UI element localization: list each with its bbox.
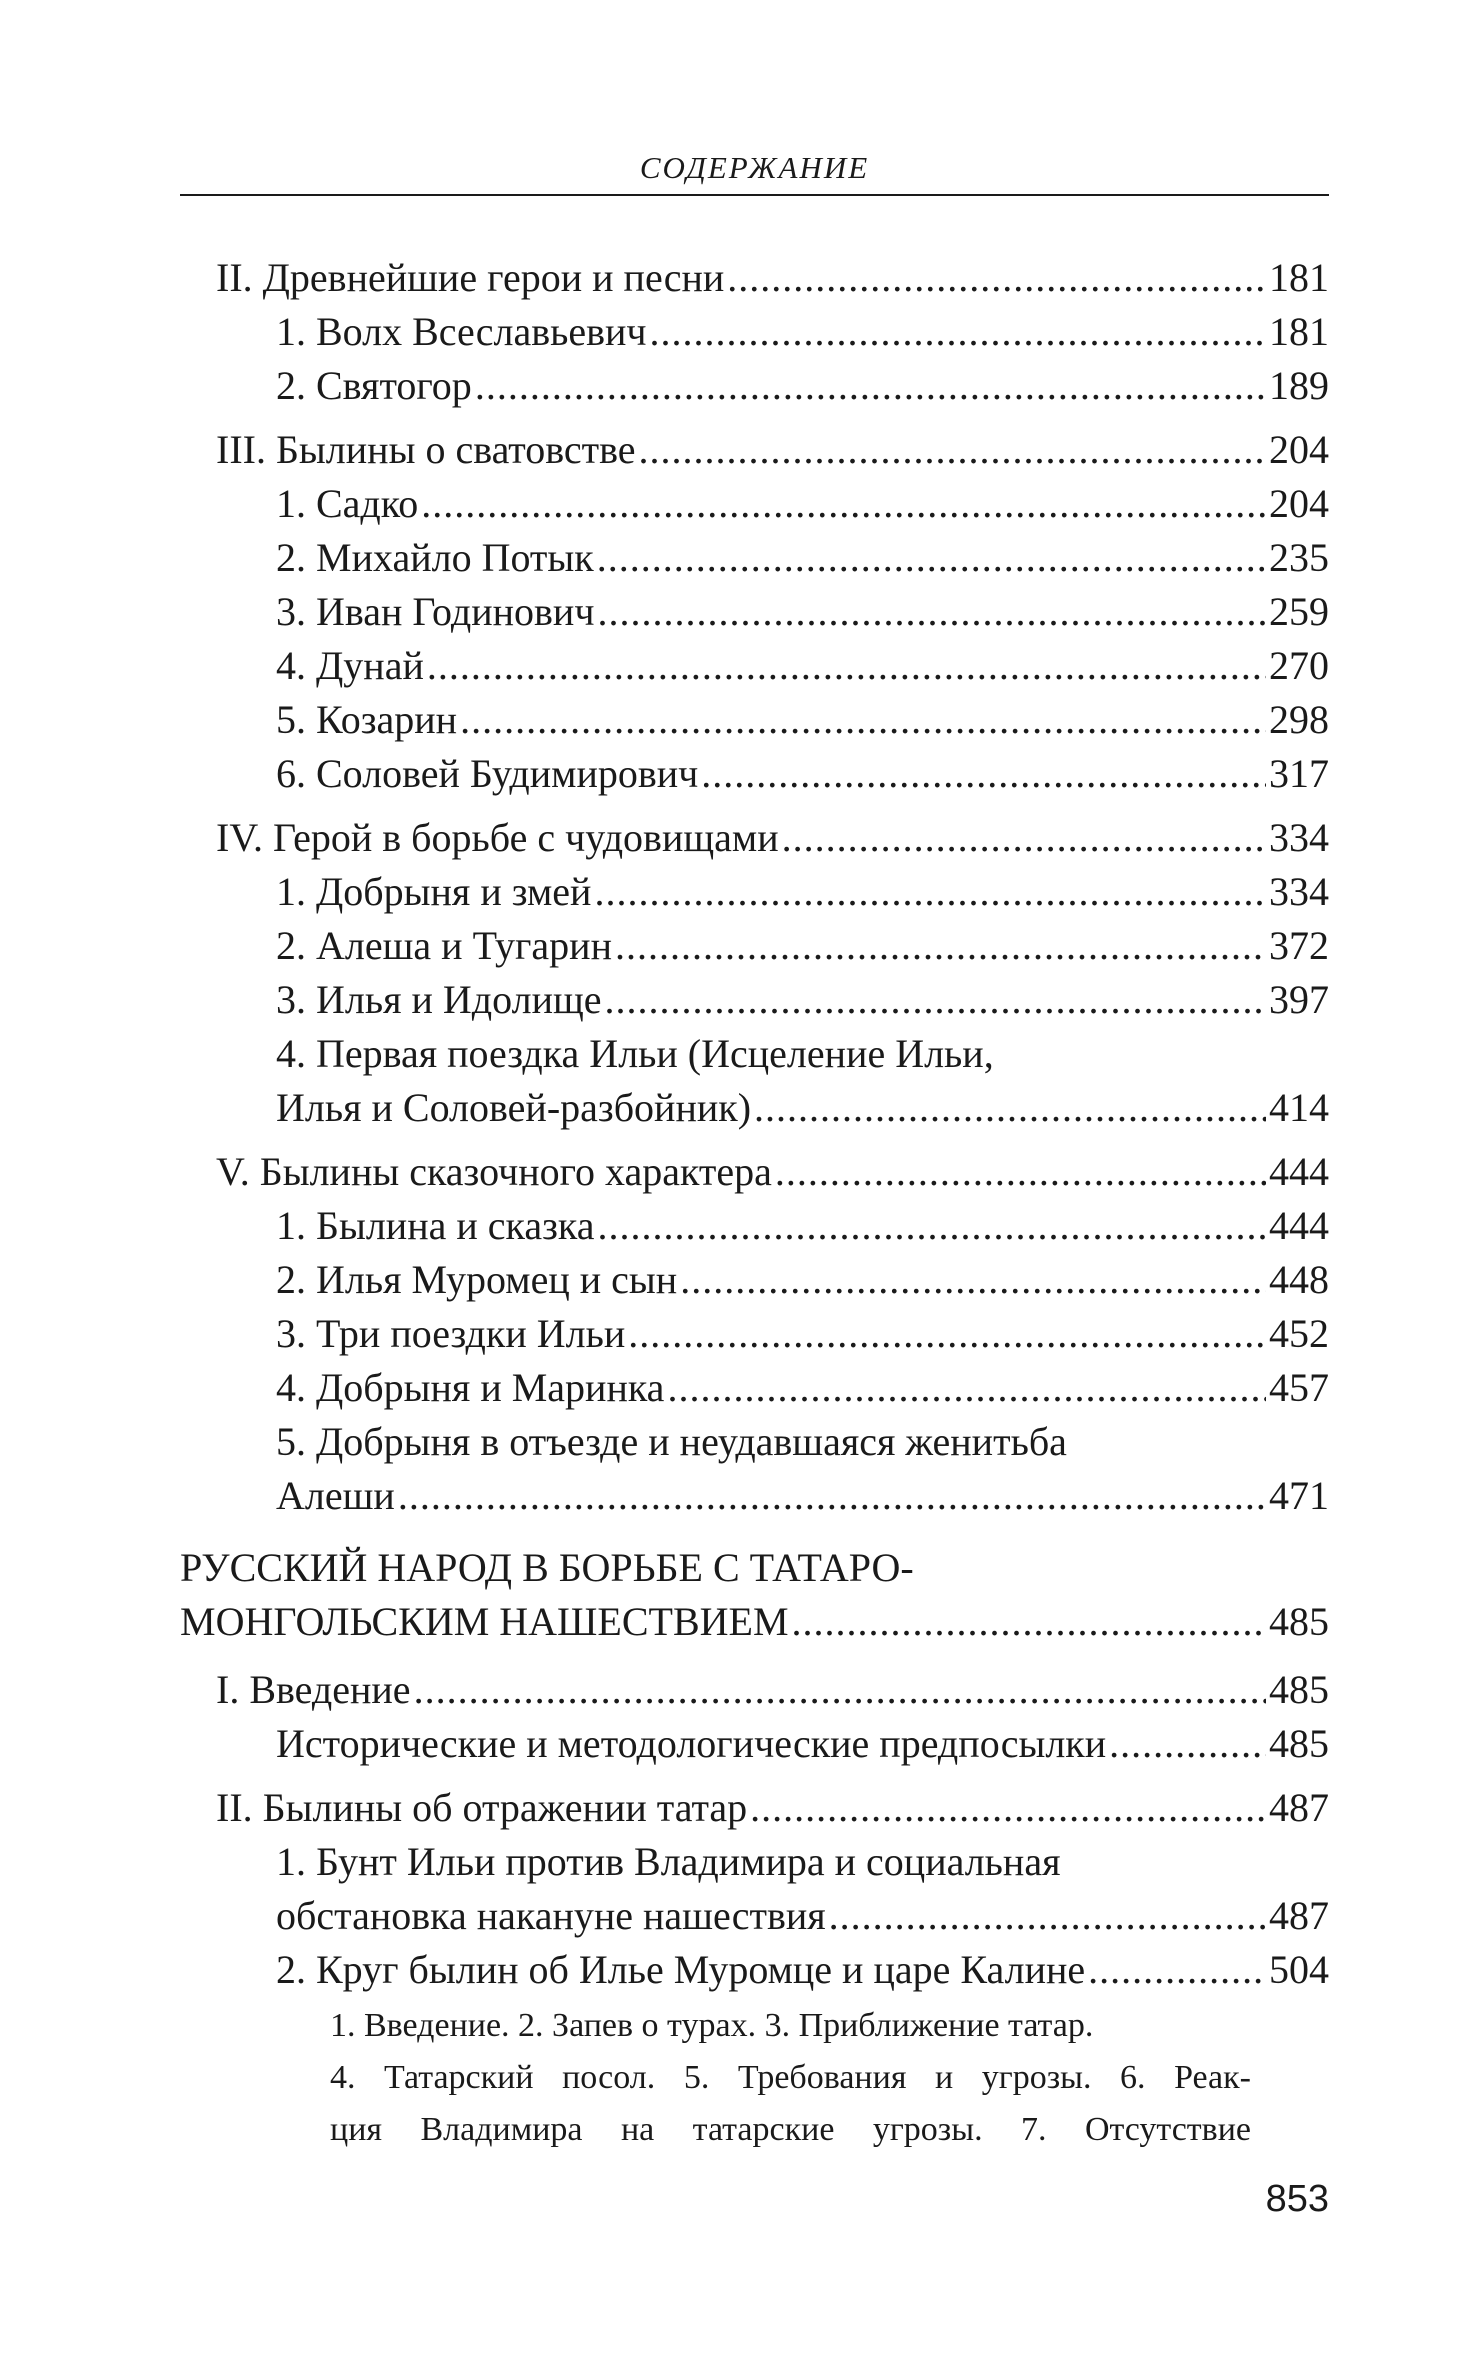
toc-entry xyxy=(180,1943,1329,1997)
toc-entry-title: 3. Иван Годинович xyxy=(276,589,595,634)
toc-note-line: ция Владимира на татарские угрозы. 7. Отсутствие xyxy=(330,2111,1251,2148)
toc-entry xyxy=(180,747,1329,801)
toc-entry-title: 4. Первая поездка Ильи (Исцеление Ильи, xyxy=(276,1031,994,1076)
toc-leader xyxy=(701,747,1266,801)
toc-entry-page: 334 xyxy=(1269,869,1329,914)
toc-entry xyxy=(180,531,1329,585)
toc-entry xyxy=(180,865,1329,919)
toc-entry-title: 6. Соловей Будимирович xyxy=(276,751,699,796)
toc-note-line: 1. Введение. 2. Запев о турах. 3. Приближение татар. xyxy=(330,2007,1094,2044)
toc-entry-page: 204 xyxy=(1269,427,1329,472)
toc-entry xyxy=(180,1199,1329,1253)
toc-leader xyxy=(680,1253,1266,1307)
toc-entry xyxy=(180,639,1329,693)
toc-entry-title: 1. Былина и сказка xyxy=(276,1203,595,1248)
toc-entry-title: 3. Илья и Идолище xyxy=(276,977,602,1022)
toc-entry-page: 334 xyxy=(1269,815,1329,860)
toc-leader xyxy=(615,919,1266,973)
toc-entry-title: 5. Добрыня в отъезде и неудавшаяся женитьба xyxy=(276,1419,1067,1464)
toc-entry-page: 298 xyxy=(1269,697,1329,742)
toc-entry xyxy=(180,305,1329,359)
toc-entry-title: 2. Круг былин об Илье Муромце и царе Калине xyxy=(276,1947,1086,1992)
header-rule xyxy=(180,194,1329,196)
toc-entry-page: 485 xyxy=(1269,1721,1329,1766)
toc-entry-title: III. Былины о сватовстве xyxy=(216,427,636,472)
toc-entry-title: IV. Герой в борьбе с чудовищами xyxy=(216,815,779,860)
toc-leader xyxy=(475,359,1266,413)
toc-leader xyxy=(667,1361,1266,1415)
toc-entry-title: 1. Волх Всеславьевич xyxy=(276,309,647,354)
toc-leader xyxy=(1088,1943,1266,1997)
toc-entry-title: Исторические и методологические предпосылки xyxy=(276,1721,1107,1766)
toc-entry-page: 317 xyxy=(1269,751,1329,796)
toc-entry-page: 448 xyxy=(1269,1257,1329,1302)
toc-entry-page: 270 xyxy=(1269,643,1329,688)
toc-entry-page: 444 xyxy=(1269,1203,1329,1248)
toc-entry xyxy=(180,359,1329,413)
toc-entry-title: 4. Добрыня и Маринка xyxy=(276,1365,665,1410)
toc-entry-page: 414 xyxy=(1269,1085,1329,1130)
toc-entry-page: 181 xyxy=(1269,255,1329,300)
toc-entry-title: Илья и Соловей-разбойник) xyxy=(276,1085,752,1130)
toc-entry-title: 2. Святогор xyxy=(276,363,472,408)
toc-entry-page: 189 xyxy=(1269,363,1329,408)
toc-entry-page: 485 xyxy=(1269,1599,1329,1644)
toc-entry xyxy=(180,693,1329,747)
running-head: СОДЕРЖАНИЕ xyxy=(639,150,870,185)
toc-entry-page: 487 xyxy=(1269,1893,1329,1938)
toc-entry-title: II. Древнейшие герои и песни xyxy=(216,255,725,300)
toc-leader xyxy=(775,1145,1266,1199)
toc-entry-page: 457 xyxy=(1269,1365,1329,1410)
toc-entry xyxy=(180,1307,1329,1361)
toc-leader xyxy=(414,1663,1266,1717)
toc-entry xyxy=(180,251,1329,305)
toc-leader xyxy=(650,305,1266,359)
toc-entry xyxy=(180,1469,1329,1523)
toc-entry-page: 204 xyxy=(1269,481,1329,526)
toc-entry-page: 259 xyxy=(1269,589,1329,634)
toc-leader xyxy=(1109,1717,1266,1771)
toc-entry-page: 487 xyxy=(1269,1785,1329,1830)
toc-entry-page: 485 xyxy=(1269,1667,1329,1712)
toc-entry-page: 504 xyxy=(1269,1947,1329,1992)
toc-leader xyxy=(727,251,1266,305)
toc-entry-title: 2. Михайло Потык xyxy=(276,535,594,580)
toc-entry-title: 3. Три поездки Ильи xyxy=(276,1311,626,1356)
toc-leader xyxy=(594,865,1266,919)
toc-entry xyxy=(180,811,1329,865)
toc-entry-title: 2. Илья Муромец и сын xyxy=(276,1257,678,1302)
toc-entry xyxy=(180,423,1329,477)
toc-leader xyxy=(605,973,1266,1027)
toc-leader xyxy=(421,477,1266,531)
toc-leader xyxy=(829,1889,1266,1943)
toc-entry-page: 181 xyxy=(1269,309,1329,354)
toc-leader xyxy=(792,1595,1266,1649)
toc-entry xyxy=(180,1781,1329,1835)
toc-entry xyxy=(180,919,1329,973)
toc-entry-title: Алеши xyxy=(276,1473,395,1518)
toc-leader xyxy=(754,1081,1266,1135)
toc-entry xyxy=(180,1595,1329,1649)
toc-leader xyxy=(750,1781,1266,1835)
toc-leader xyxy=(597,531,1266,585)
toc-entry-title: 2. Алеша и Тугарин xyxy=(276,923,612,968)
toc-entry-title: 1. Добрыня и змей xyxy=(276,869,592,914)
toc-entry xyxy=(180,477,1329,531)
toc-leader xyxy=(398,1469,1266,1523)
toc-entry xyxy=(180,1361,1329,1415)
toc-entry-title: V. Былины сказочного характера xyxy=(216,1149,772,1194)
toc-entry-page: 444 xyxy=(1269,1149,1329,1194)
toc-entry-page: 452 xyxy=(1269,1311,1329,1356)
toc-entry xyxy=(180,1253,1329,1307)
toc-leader xyxy=(427,639,1266,693)
toc-leader xyxy=(460,693,1266,747)
page-number: 853 xyxy=(1265,2178,1329,2220)
toc-entry xyxy=(180,1081,1329,1135)
toc-entry-title: 5. Козарин xyxy=(276,697,458,742)
toc-leader xyxy=(782,811,1266,865)
toc-entry-title: I. Введение xyxy=(216,1667,411,1712)
toc-entry-page: 471 xyxy=(1269,1473,1329,1518)
part-heading: РУССКИЙ НАРОД В БОРЬБЕ С ТАТАРО- xyxy=(180,1545,914,1590)
toc-entry-page: 235 xyxy=(1269,535,1329,580)
toc-leader xyxy=(628,1307,1266,1361)
toc-entry-title: 1. Бунт Ильи против Владимира и социальная xyxy=(276,1839,1061,1884)
toc-entry-page: 372 xyxy=(1269,923,1329,968)
toc-entry-title: II. Былины об отражении татар xyxy=(216,1785,748,1830)
toc-entry xyxy=(180,1717,1329,1771)
toc-entry-title: 4. Дунай xyxy=(276,643,424,688)
toc-note-line: 4. Татарский посол. 5. Требования и угрозы. 6. Реак- xyxy=(330,2059,1251,2096)
part-heading: МОНГОЛЬСКИМ НАШЕСТВИЕМ xyxy=(180,1599,789,1644)
toc-entry-title: обстановка накануне нашествия xyxy=(276,1893,826,1938)
toc-entry xyxy=(180,1889,1329,1943)
toc-entry xyxy=(180,973,1329,1027)
toc-entry-title: 1. Садко xyxy=(276,481,419,526)
toc-leader xyxy=(598,1199,1267,1253)
toc-entry xyxy=(180,585,1329,639)
toc-entry-page: 397 xyxy=(1269,977,1329,1022)
toc-leader xyxy=(639,423,1266,477)
toc-entry xyxy=(180,1145,1329,1199)
toc-entry xyxy=(180,1663,1329,1717)
toc-leader xyxy=(597,585,1266,639)
